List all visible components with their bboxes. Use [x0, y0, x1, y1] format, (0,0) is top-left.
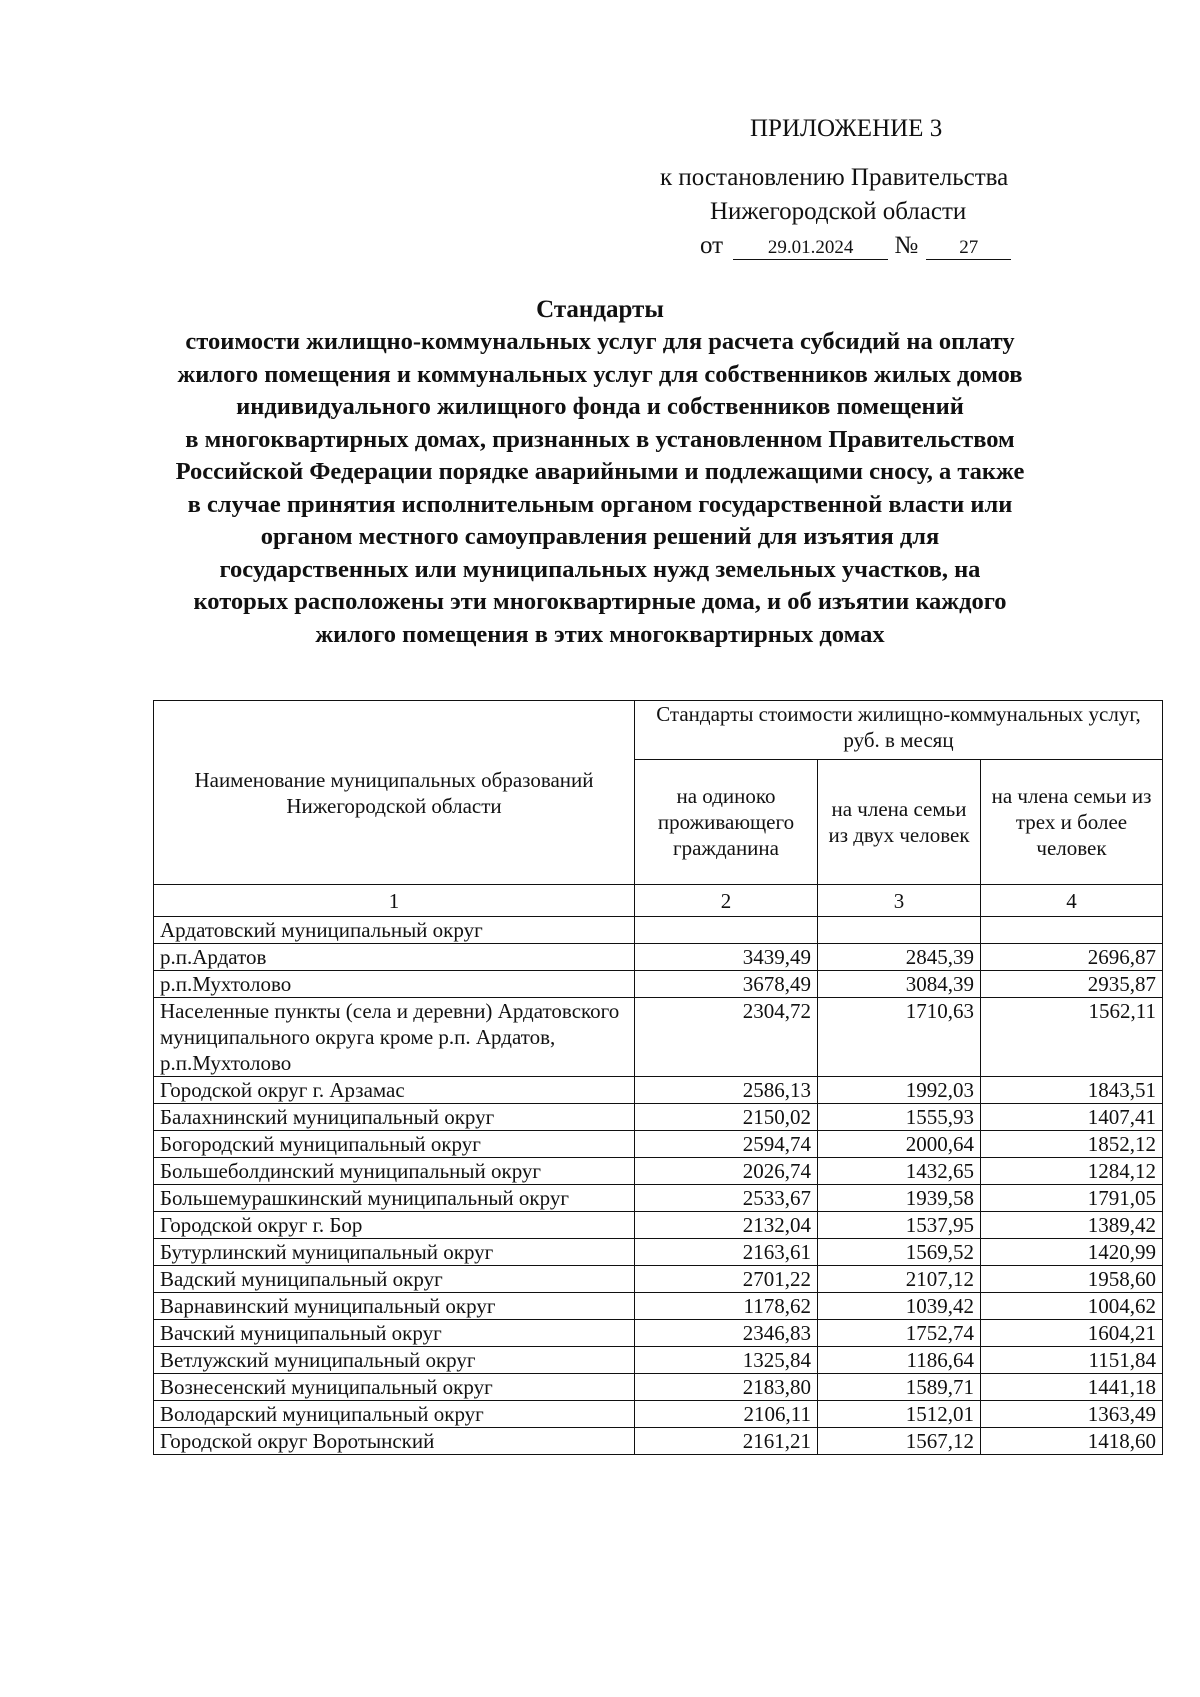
- value-two: 1432,65: [818, 1158, 981, 1185]
- table-row: [154, 1374, 1163, 1401]
- value-three-plus: 1004,62: [981, 1293, 1163, 1320]
- value-two: 1992,03: [818, 1077, 981, 1104]
- table-row: [154, 1158, 1163, 1185]
- value-three-plus: 1441,18: [981, 1374, 1163, 1401]
- value-single: 1325,84: [635, 1347, 818, 1374]
- value-single: 2533,67: [635, 1185, 818, 1212]
- value-three-plus: 1604,21: [981, 1320, 1163, 1347]
- value-two: 1512,01: [818, 1401, 981, 1428]
- municipality-name: Вознесенский муниципальный округ: [154, 1374, 635, 1401]
- appendix-title: ПРИЛОЖЕНИЕ 3: [750, 115, 943, 142]
- value-single: [635, 917, 818, 944]
- column-number: 3: [818, 885, 981, 917]
- subtitle-line: государственных или муниципальных нужд земельных участков, на: [219, 555, 981, 583]
- municipality-name: Вачский муниципальный округ: [154, 1320, 635, 1347]
- table-row: [154, 1266, 1163, 1293]
- municipality-name: Городской округ г. Бор: [154, 1212, 635, 1239]
- municipality-name: Большеболдинский муниципальный округ: [154, 1158, 635, 1185]
- table-row: [154, 1347, 1163, 1374]
- header-single-resident: на одиноко проживающего гражданина: [635, 760, 818, 885]
- municipality-name: Володарский муниципальный округ: [154, 1401, 635, 1428]
- table-row: [154, 1077, 1163, 1104]
- number-label: №: [894, 232, 919, 259]
- municipality-name: Ардатовский муниципальный округ: [154, 917, 635, 944]
- municipality-name: р.п.Ардатов: [154, 944, 635, 971]
- municipality-name: Вадский муниципальный округ: [154, 1266, 635, 1293]
- table-row: [154, 1131, 1163, 1158]
- appendix-line-2: Нижегородской области: [710, 198, 967, 225]
- value-three-plus: 1389,42: [981, 1212, 1163, 1239]
- municipality-name: Бутурлинский муниципальный округ: [154, 1239, 635, 1266]
- value-two: 1752,74: [818, 1320, 981, 1347]
- from-label: от: [700, 232, 724, 259]
- value-single: 2132,04: [635, 1212, 818, 1239]
- value-three-plus: 1363,49: [981, 1401, 1163, 1428]
- subtitle-line: в случае принятия исполнительным органом государственной власти или: [187, 490, 1013, 518]
- subtitle-line: жилого помещения и коммунальных услуг для собственников жилых домов: [177, 360, 1023, 388]
- municipality-name: Городской округ г. Арзамас: [154, 1077, 635, 1104]
- value-two: [818, 917, 981, 944]
- municipality-name: Большемурашкинский муниципальный округ: [154, 1185, 635, 1212]
- decree-date: 29.01.2024: [733, 237, 888, 260]
- table-row: [154, 1428, 1163, 1455]
- municipality-name: Варнавинский муниципальный округ: [154, 1293, 635, 1320]
- value-two: 2000,64: [818, 1131, 981, 1158]
- document-subtitle: [120, 326, 1080, 651]
- table-row: [154, 971, 1163, 998]
- value-two: 1537,95: [818, 1212, 981, 1239]
- decree-number: 27: [926, 237, 1011, 260]
- value-three-plus: 1418,60: [981, 1428, 1163, 1455]
- value-two: 3084,39: [818, 971, 981, 998]
- municipality-name: р.п.Мухтолово: [154, 971, 635, 998]
- value-two: 1569,52: [818, 1239, 981, 1266]
- municipality-name: Балахнинский муниципальный округ: [154, 1104, 635, 1131]
- municipality-name: Ветлужский муниципальный округ: [154, 1347, 635, 1374]
- value-single: 3439,49: [635, 944, 818, 971]
- value-single: 2026,74: [635, 1158, 818, 1185]
- value-three-plus: [981, 917, 1163, 944]
- value-two: 1589,71: [818, 1374, 981, 1401]
- municipality-name: Населенные пункты (села и деревни) Ардатовского муниципального округа кроме р.п. Ардатов, р.п.Мухтолово: [154, 998, 635, 1077]
- column-number: 4: [981, 885, 1163, 917]
- value-single: 3678,49: [635, 971, 818, 998]
- value-three-plus: 1562,11: [981, 998, 1163, 1077]
- value-two: 1710,63: [818, 998, 981, 1077]
- table-row: [154, 1401, 1163, 1428]
- subtitle-line: в многоквартирных домах, признанных в установленном Правительством: [185, 425, 1015, 453]
- value-single: 1178,62: [635, 1293, 818, 1320]
- value-single: 2594,74: [635, 1131, 818, 1158]
- value-single: 2150,02: [635, 1104, 818, 1131]
- subtitle-line: Российской Федерации порядке аварийными и подлежащими сносу, а также: [175, 458, 1025, 485]
- municipality-name: Богородский муниципальный округ: [154, 1131, 635, 1158]
- value-two: 1555,93: [818, 1104, 981, 1131]
- table-row: [154, 1239, 1163, 1266]
- header-standards-group: Стандарты стоимости жилищно-коммунальных услуг, руб. в месяц: [635, 701, 1163, 760]
- value-three-plus: 2935,87: [981, 971, 1163, 998]
- value-three-plus: 1407,41: [981, 1104, 1163, 1131]
- value-three-plus: 1958,60: [981, 1266, 1163, 1293]
- value-three-plus: 1843,51: [981, 1077, 1163, 1104]
- value-single: 2304,72: [635, 998, 818, 1077]
- standards-table: [153, 700, 1163, 1455]
- value-single: 2106,11: [635, 1401, 818, 1428]
- value-three-plus: 1284,12: [981, 1158, 1163, 1185]
- subtitle-line: стоимости жилищно-коммунальных услуг для расчета субсидий на оплату: [185, 328, 1015, 355]
- appendix-line-1: к постановлению Правительства: [660, 164, 1009, 191]
- value-two: 1039,42: [818, 1293, 981, 1320]
- subtitle-line: которых расположены эти многоквартирные дома, и об изъятии каждого: [193, 588, 1007, 615]
- decree-reference: [700, 232, 1011, 260]
- value-three-plus: 2696,87: [981, 944, 1163, 971]
- value-two: 1186,64: [818, 1347, 981, 1374]
- document-title: Стандарты: [536, 296, 664, 323]
- subtitle-line: жилого помещения в этих многоквартирных домах: [315, 620, 885, 648]
- table-row: [154, 1320, 1163, 1347]
- table-row: [154, 944, 1163, 971]
- value-single: 2161,21: [635, 1428, 818, 1455]
- header-three-plus-family: на члена семьи из трех и более человек: [981, 760, 1163, 885]
- column-number-row: [154, 885, 1163, 917]
- table-row: [154, 917, 1163, 944]
- value-single: 2163,61: [635, 1239, 818, 1266]
- value-single: 2183,80: [635, 1374, 818, 1401]
- column-number: 2: [635, 885, 818, 917]
- value-three-plus: 1151,84: [981, 1347, 1163, 1374]
- subtitle-line: индивидуального жилищного фонда и собственников помещений: [236, 393, 964, 420]
- column-number: 1: [154, 885, 635, 917]
- subtitle-line: органом местного самоуправления решений для изъятия для: [260, 523, 940, 550]
- table-row: [154, 1293, 1163, 1320]
- municipality-name: Городской округ Воротынский: [154, 1428, 635, 1455]
- value-two: 1567,12: [818, 1428, 981, 1455]
- table-row: [154, 1104, 1163, 1131]
- table-row: [154, 1185, 1163, 1212]
- table-row: [154, 1212, 1163, 1239]
- value-three-plus: 1420,99: [981, 1239, 1163, 1266]
- value-two: 1939,58: [818, 1185, 981, 1212]
- value-single: 2701,22: [635, 1266, 818, 1293]
- table-row: [154, 998, 1163, 1077]
- header-municipality: Наименование муниципальных образований Нижегородской области: [154, 701, 635, 885]
- value-three-plus: 1791,05: [981, 1185, 1163, 1212]
- value-two: 2107,12: [818, 1266, 981, 1293]
- value-single: 2346,83: [635, 1320, 818, 1347]
- value-two: 2845,39: [818, 944, 981, 971]
- value-single: 2586,13: [635, 1077, 818, 1104]
- header-two-person-family: на члена семьи из двух человек: [818, 760, 981, 885]
- value-three-plus: 1852,12: [981, 1131, 1163, 1158]
